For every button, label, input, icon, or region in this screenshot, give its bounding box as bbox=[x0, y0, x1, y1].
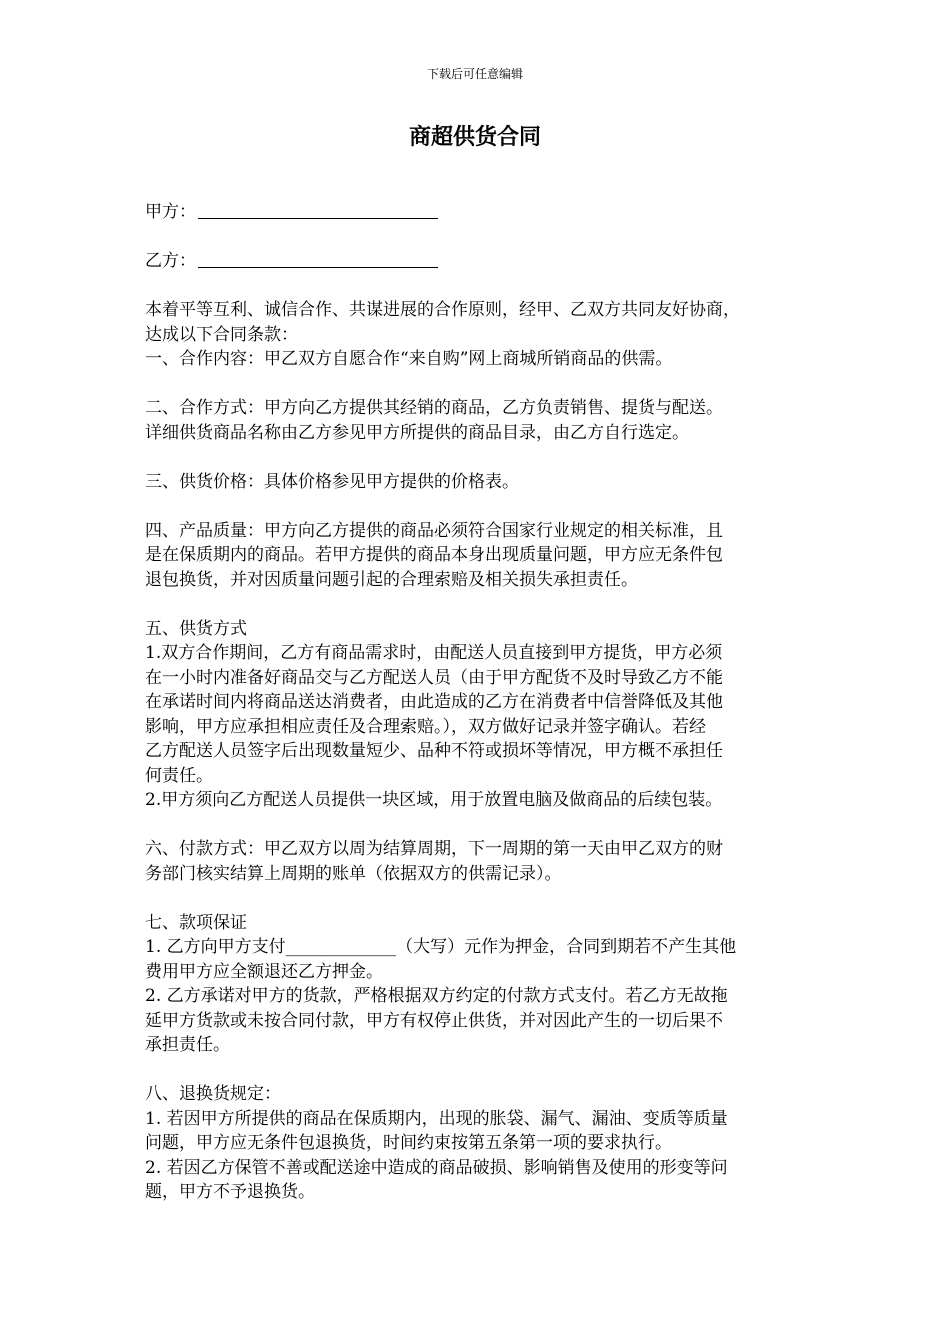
document-title: 商超供货合同 bbox=[408, 124, 541, 150]
section-5 bbox=[145, 617, 813, 813]
section-line: 乙方配送人员签字后出现数量短少、品种不符或损坏等情况，甲方概不承担任 bbox=[145, 741, 723, 761]
intro-paragraph bbox=[145, 298, 813, 347]
section-line: 三、供货价格：具体价格参见甲方提供的价格表。 bbox=[145, 471, 519, 492]
section-line: 务部门核实结算上周期的账单（依据双方的供需记录）。 bbox=[145, 863, 562, 884]
section-8 bbox=[145, 1082, 813, 1205]
party-b-label: 乙方： bbox=[145, 251, 196, 271]
section-line: 详细供货商品名称由乙方参见甲方所提供的商品目录，由乙方自行选定。 bbox=[145, 422, 689, 443]
section-3 bbox=[145, 470, 813, 495]
contract-body bbox=[145, 298, 813, 1205]
section-6 bbox=[145, 837, 813, 886]
party-a-line bbox=[145, 200, 438, 224]
section-line: 1. 乙方向甲方支付_____________（大写）元作为押金，合同到期若不产生其他 bbox=[145, 937, 737, 957]
section-line: 问题，甲方应无条件包退换货，时间约束按第五条第一项的要求执行。 bbox=[145, 1133, 672, 1153]
section-7 bbox=[145, 911, 813, 1058]
section-line: 二、合作方式：甲方向乙方提供其经销的商品，乙方负责销售、提货与配送。 bbox=[145, 398, 723, 418]
section-line: 八、退换货规定： bbox=[145, 1084, 281, 1104]
section-1 bbox=[145, 347, 813, 372]
intro-line: 本着平等互利、诚信合作、共谋进展的合作原则，经甲、乙双方共同友好协商， bbox=[145, 300, 740, 320]
section-line: 1. 若因甲方所提供的商品在保质期内，出现的胀袋、漏气、漏油、变质等质量 bbox=[145, 1108, 728, 1129]
section-line: 2. 乙方承诺对甲方的货款，严格根据双方约定的付款方式支付。若乙方无故拖 bbox=[145, 986, 728, 1006]
section-line: 在一小时内准备好商品交与乙方配送人员（由于甲方配货不及时导致乙方不能 bbox=[145, 667, 723, 688]
section-line: 承担责任。 bbox=[145, 1035, 230, 1055]
section-line: 一、合作内容：甲乙双方自愿合作“来自购”网上商城所销商品的供需。 bbox=[145, 349, 673, 369]
intro-line: 达成以下合同条款： bbox=[145, 324, 298, 345]
section-line: 1.双方合作期间，乙方有商品需求时，由配送人员直接到甲方提货，甲方必须 bbox=[145, 643, 723, 663]
section-line: 四、产品质量：甲方向乙方提供的商品必须符合国家行业规定的相关标准，且 bbox=[145, 520, 723, 541]
section-line: 五、供货方式 bbox=[145, 618, 247, 639]
page-header-note: 下载后可任意编辑 bbox=[426, 67, 523, 81]
section-line: 2.甲方须向乙方配送人员提供一块区域，用于放置电脑及做商品的后续包装。 bbox=[145, 790, 723, 810]
section-line: 在承诺时间内将商品送达消费者，由此造成的乙方在消费者中信誉降低及其他 bbox=[145, 692, 723, 712]
party-b-blank bbox=[198, 251, 438, 268]
section-line: 费用甲方应全额退还乙方押金。 bbox=[145, 961, 383, 982]
section-line: 六、付款方式：甲乙双方以周为结算周期，下一周期的第一天由甲乙双方的财 bbox=[145, 839, 723, 859]
section-line: 2. 若因乙方保管不善或配送途中造成的商品破损、影响销售及使用的形变等问 bbox=[145, 1157, 728, 1178]
party-b-line bbox=[145, 249, 438, 273]
section-line: 影响，甲方应承担相应责任及合理索赔。），双方做好记录并签字确认。若经 bbox=[145, 716, 706, 737]
party-a-blank bbox=[198, 202, 438, 219]
section-2 bbox=[145, 396, 813, 445]
section-line: 延甲方货款或未按合同付款，甲方有权停止供货，并对因此产生的一切后果不 bbox=[145, 1010, 723, 1031]
section-line: 题，甲方不予退换货。 bbox=[145, 1182, 315, 1202]
section-4 bbox=[145, 519, 813, 593]
section-line: 何责任。 bbox=[145, 765, 213, 786]
party-a-label: 甲方： bbox=[145, 202, 196, 222]
section-line: 退包换货，并对因质量问题引起的合理索赔及相关损失承担责任。 bbox=[145, 569, 638, 590]
section-line: 是在保质期内的商品。若甲方提供的商品本身出现质量问题，甲方应无条件包 bbox=[145, 545, 723, 565]
section-line: 七、款项保证 bbox=[145, 912, 247, 933]
